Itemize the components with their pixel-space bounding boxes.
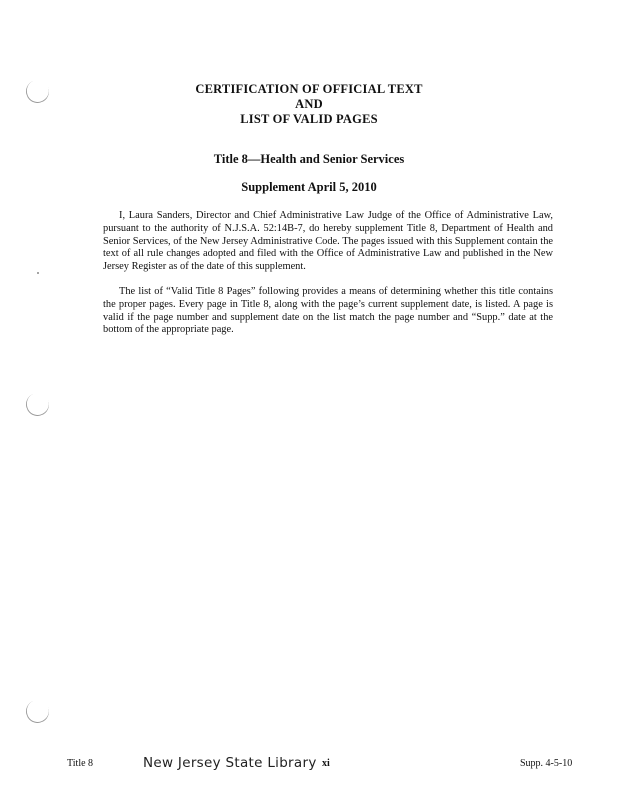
library-stamp: New Jersey State Library	[143, 755, 317, 771]
heading-line-1: CERTIFICATION OF OFFICIAL TEXT	[195, 82, 423, 96]
page-number: xi	[322, 758, 330, 769]
binder-hole-bottom	[23, 697, 52, 726]
heading-line-2: AND	[295, 97, 323, 111]
supplement-date: Supplement April 5, 2010	[241, 180, 377, 194]
scan-speck	[37, 272, 39, 274]
footer-title: Title 8	[67, 758, 94, 769]
binder-hole-middle	[23, 390, 52, 419]
heading-line-3: LIST OF VALID PAGES	[240, 112, 378, 126]
document-title: Title 8—Health and Senior Services	[213, 152, 405, 166]
valid-pages-paragraph: The list of “Valid Title 8 Pages” following provides a means of determining whether this title contains the proper pages. Every page in Title 8, along with the page’s current supplement date, is listed. A page is valid if the page number and supplement date on the list match the page number and “Supp.” date at the bottom of the appropriate page.	[103, 286, 553, 336]
supplement-code: Supp. 4-5-10	[520, 758, 573, 769]
certification-paragraph: I, Laura Sanders, Director and Chief Administrative Law Judge of the Office of Administrative Law, pursuant to the authority of N.J.S.A. 52:14B-7, do hereby supplement Title 8, Department of Health and Senior Services, of the New Jersey Administrative Code. The pages issued with this Supplement contain the text of all rule changes adopted and filed with the Office of Administrative Law and published in the New Jersey Register as of the date of this supplement.	[103, 210, 553, 273]
